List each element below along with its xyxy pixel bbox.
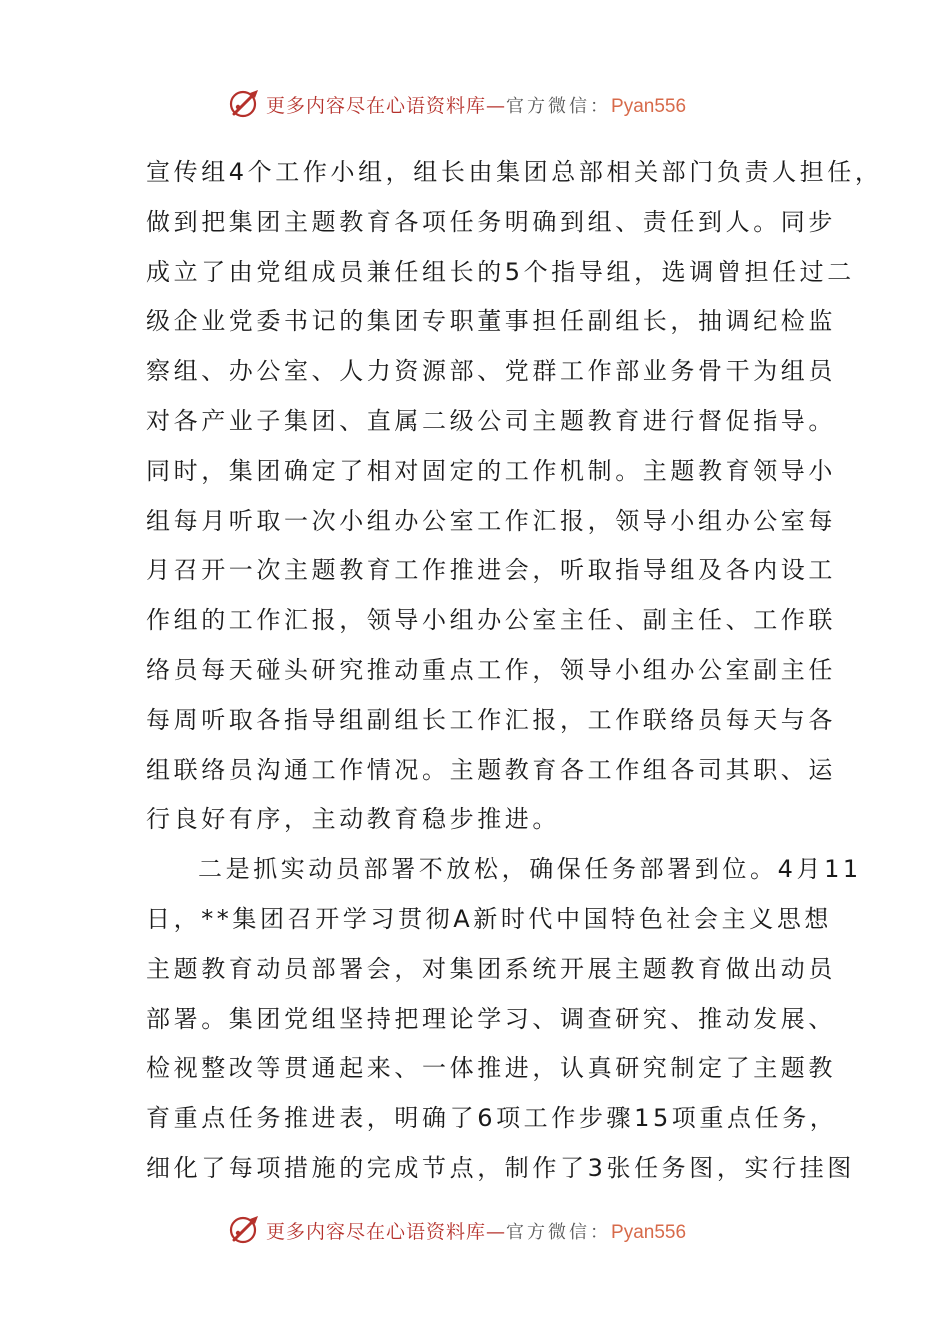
- body-line: 组每月听取一次小组办公室工作汇报，领导小组办公室每: [146, 506, 836, 535]
- watermark-wechat-label: 官方微信：: [506, 1221, 612, 1243]
- watermark-wechat-label: 官方微信：: [506, 95, 612, 117]
- body-line: 行良好有序，主动教育稳步推进。: [146, 805, 560, 834]
- body-line: 细化了每项措施的完成节点，制作了3张任务图，实行挂图: [146, 1153, 855, 1182]
- body-line: 宣传组4个工作小组，组长由集团总部相关部门负责人担任，: [146, 158, 883, 186]
- watermark-brand: 更多内容尽在心语资料库: [266, 94, 487, 117]
- watermark-wechat-id: Pyan556: [611, 95, 687, 117]
- body-line: 主题教育动员部署会，对集团系统开展主题教育做出动员: [146, 954, 836, 983]
- body-line: 部署。集团党组坚持把理论学习、调查研究、推动发展、: [146, 1004, 836, 1033]
- watermark-dash: —: [486, 94, 507, 117]
- watermark-text: [266, 91, 686, 118]
- body-line: 级企业党委书记的集团专职董事担任副组长，抽调纪检监: [146, 307, 836, 336]
- watermark-wechat-id: Pyan556: [611, 1221, 687, 1243]
- body-line: 络员每天碰头研究推动重点工作，领导小组办公室副主任: [146, 655, 836, 684]
- watermark-brand: 更多内容尽在心语资料库: [266, 1220, 487, 1243]
- watermark-text: [266, 1217, 686, 1244]
- body-line: 日，**集团召开学习贯彻A新时代中国特色社会主义思想: [146, 904, 833, 933]
- body-line: 成立了由党组成员兼任组长的5个指导组，选调曾担任过二: [146, 257, 855, 286]
- body-line: 每周听取各指导组副组长工作汇报，工作联络员每天与各: [146, 705, 836, 734]
- document-body: [146, 148, 883, 1194]
- body-line: 作组的工作汇报，领导小组办公室主任、副主任、工作联: [146, 606, 836, 635]
- body-line-paragraph-start: 二是抓实动员部署不放松，确保任务部署到位。4月11: [198, 855, 862, 884]
- pen-logo-icon: [228, 87, 262, 121]
- body-line: 同时，集团确定了相对固定的工作机制。主题教育领导小: [146, 456, 836, 485]
- header-watermark: [228, 84, 686, 124]
- body-line: 育重点任务推进表，明确了6项工作步骤15项重点任务，: [146, 1104, 838, 1133]
- body-line: 做到把集团主题教育各项任务明确到组、责任到人。同步: [146, 207, 836, 236]
- pen-logo-icon: [228, 1213, 262, 1247]
- footer-watermark: [228, 1210, 686, 1250]
- body-line: 检视整改等贯通起来、一体推进，认真研究制定了主题教: [146, 1054, 836, 1083]
- body-line: 月召开一次主题教育工作推进会，听取指导组及各内设工: [146, 556, 836, 585]
- body-line: 对各产业子集团、直属二级公司主题教育进行督促指导。: [146, 406, 836, 435]
- watermark-dash: —: [486, 1220, 507, 1243]
- body-line: 察组、办公室、人力资源部、党群工作部业务骨干为组员: [146, 357, 836, 386]
- body-line: 组联络员沟通工作情况。主题教育各工作组各司其职、运: [146, 755, 836, 784]
